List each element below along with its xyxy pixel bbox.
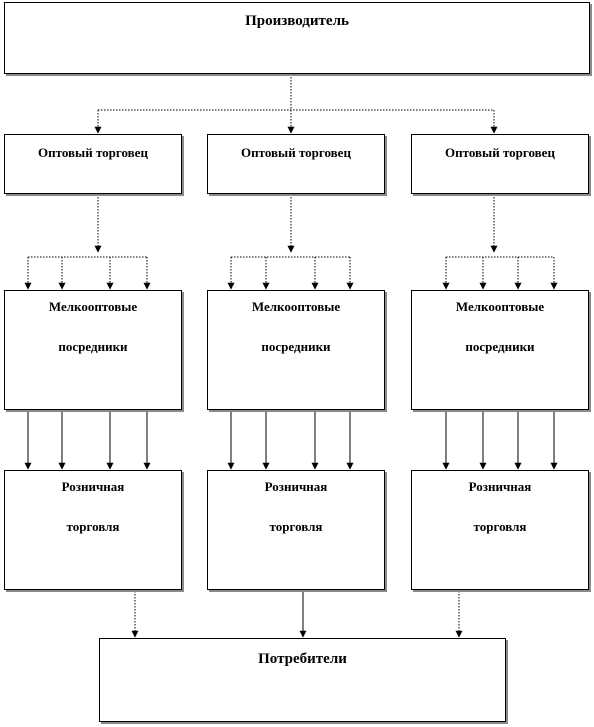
retail-box	[411, 470, 589, 590]
small-wholesale-line1: Мелкооптовые	[251, 299, 341, 314]
wholesaler-label: Оптовый торговец	[241, 145, 351, 160]
producer-label: Производитель	[245, 13, 349, 29]
retail-line2: торговля	[66, 519, 120, 534]
retail-line2: торговля	[269, 519, 323, 534]
retail-box	[4, 470, 182, 590]
wholesaler-box	[411, 134, 589, 194]
retail-line1: Розничная	[264, 479, 328, 494]
retail-line2: торговля	[473, 519, 527, 534]
retail-box	[207, 470, 385, 590]
wholesaler-label: Оптовый торговец	[445, 145, 555, 160]
wholesaler-box	[207, 134, 385, 194]
small-wholesale-line2: посредники	[58, 339, 128, 354]
producer-box	[4, 2, 590, 74]
consumers-label: Потребители	[258, 651, 347, 667]
small-wholesale-line1: Мелкооптовые	[455, 299, 545, 314]
small-wholesale-box	[207, 290, 385, 410]
small-wholesale-line2: посредники	[261, 339, 331, 354]
small-wholesale-line1: Мелкооптовые	[48, 299, 138, 314]
small-wholesale-box	[4, 290, 182, 410]
consumers-box	[99, 638, 506, 722]
small-wholesale-line2: посредники	[465, 339, 535, 354]
retail-line1: Розничная	[61, 479, 125, 494]
wholesaler-box	[4, 134, 182, 194]
small-wholesale-box	[411, 290, 589, 410]
retail-line1: Розничная	[468, 479, 532, 494]
wholesaler-label: Оптовый торговец	[38, 145, 148, 160]
